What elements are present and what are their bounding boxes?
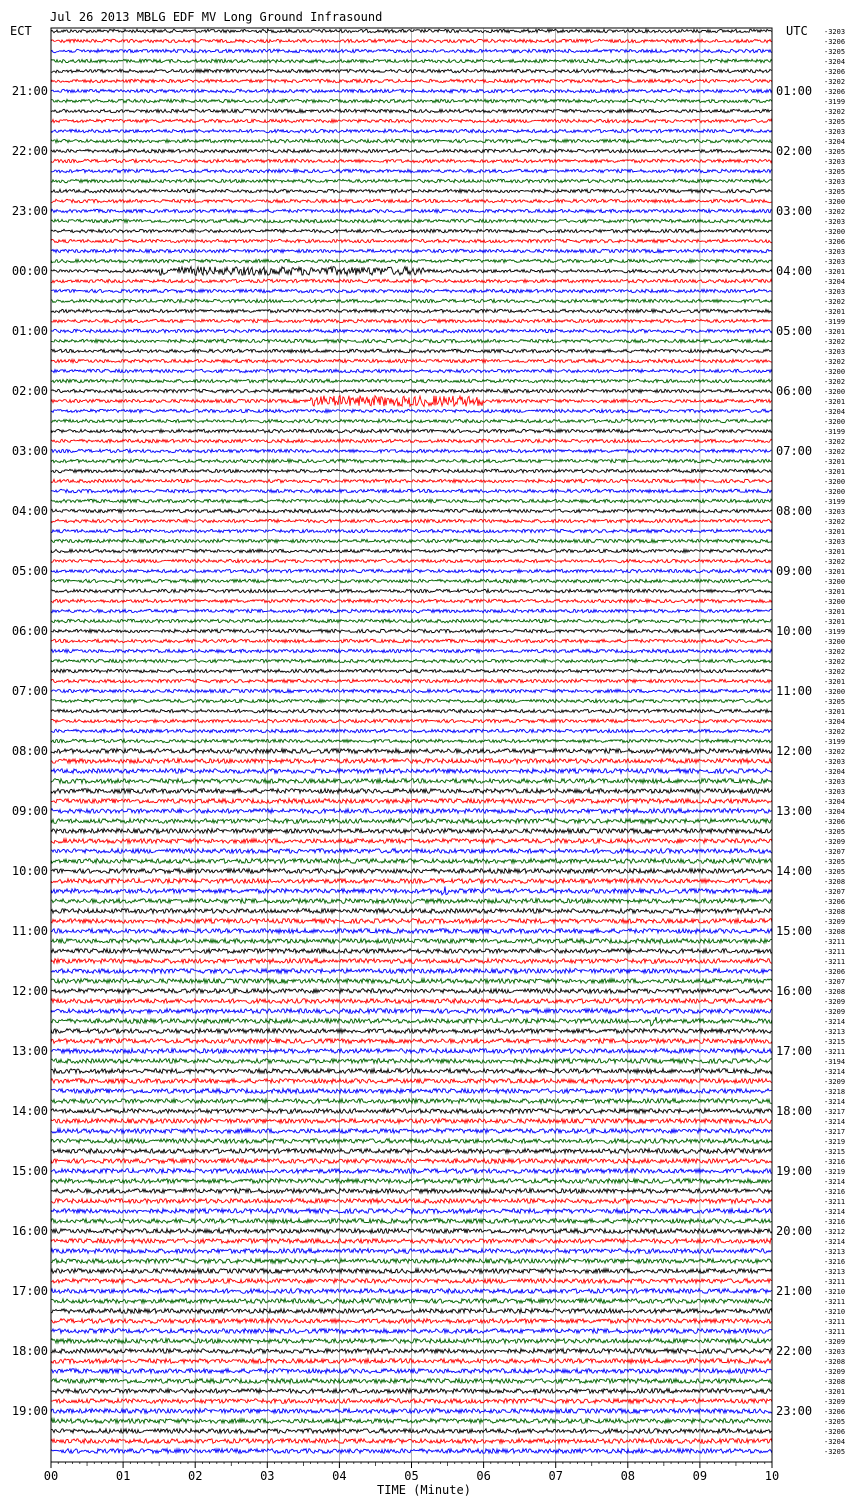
line-offset-label: -3202 <box>824 358 846 366</box>
left-hour-label: 02:00 <box>11 384 48 398</box>
line-offset-label: -3203 <box>824 508 846 516</box>
left-hour-label: 04:00 <box>11 504 48 518</box>
line-offset-label: -3209 <box>824 838 846 846</box>
line-offset-label: -3207 <box>824 848 846 856</box>
right-hour-label: 10:00 <box>776 624 813 638</box>
right-hour-label: 23:00 <box>776 1404 813 1418</box>
line-offset-label: -3203 <box>824 788 846 796</box>
left-hour-label: 12:00 <box>11 984 48 998</box>
line-offset-label: -3201 <box>824 398 846 406</box>
line-offset-label: -3203 <box>824 28 846 36</box>
line-offset-label: -3201 <box>824 308 846 316</box>
line-offset-label: -3204 <box>824 58 846 66</box>
trace-line <box>51 259 772 262</box>
line-offset-label: -3202 <box>824 298 846 306</box>
left-hour-label: 17:00 <box>11 1284 48 1298</box>
line-offset-label: -3208 <box>824 1358 846 1366</box>
line-offset-label: -3201 <box>824 1388 846 1396</box>
line-offset-label: -3204 <box>824 138 846 146</box>
line-offset-label: -3211 <box>824 948 846 956</box>
right-hour-label: 15:00 <box>776 924 813 938</box>
line-offset-label: -3211 <box>824 1048 846 1056</box>
line-offset-label: -3201 <box>824 568 846 576</box>
line-offset-label: -3219 <box>824 1168 846 1176</box>
line-offset-label: -3209 <box>824 1008 846 1016</box>
line-offset-label: -3199 <box>824 628 846 636</box>
line-offset-label: -3202 <box>824 558 846 566</box>
line-offset-label: -3206 <box>824 38 846 46</box>
left-zone-label: ECT <box>10 24 32 38</box>
x-tick-label: 07 <box>548 1469 563 1483</box>
left-hour-label: 14:00 <box>11 1104 48 1118</box>
right-hour-label: 09:00 <box>776 564 813 578</box>
x-tick-label: 02 <box>187 1469 203 1483</box>
line-offset-label: -3203 <box>824 288 846 296</box>
left-hour-label: 21:00 <box>11 84 48 98</box>
line-offset-label: -3210 <box>824 1308 846 1316</box>
left-hour-label: 00:00 <box>11 264 48 278</box>
line-offset-label: -3201 <box>824 458 846 466</box>
trace-line <box>51 69 772 72</box>
line-offset-label: -3200 <box>824 368 846 376</box>
line-offset-label: -3202 <box>824 648 846 656</box>
right-hour-label: 18:00 <box>776 1104 813 1118</box>
right-hour-label: 08:00 <box>776 504 813 518</box>
line-offset-label: -3204 <box>824 1438 846 1446</box>
right-hour-label: 11:00 <box>776 684 813 698</box>
line-offset-label: -3199 <box>824 428 846 436</box>
line-offset-label: -3209 <box>824 1078 846 1086</box>
line-offset-label: -3217 <box>824 1108 846 1116</box>
line-offset-label: -3199 <box>824 498 846 506</box>
line-offset-label: -3214 <box>824 1018 846 1026</box>
x-tick-label: 01 <box>115 1469 131 1483</box>
line-offset-label: -3213 <box>824 1248 846 1256</box>
line-offset-label: -3204 <box>824 278 846 286</box>
line-offset-label: -3209 <box>824 1398 846 1406</box>
line-offset-label: -3205 <box>824 828 846 836</box>
right-hour-label: 19:00 <box>776 1164 813 1178</box>
right-zone-label: UTC <box>786 24 808 38</box>
line-offset-label: -3211 <box>824 1278 846 1286</box>
line-offset-label: -3208 <box>824 908 846 916</box>
x-tick-label: 03 <box>260 1469 275 1483</box>
line-offset-label: -3213 <box>824 1028 846 1036</box>
line-offset-label: -3201 <box>824 678 846 686</box>
right-hour-label: 21:00 <box>776 1284 813 1298</box>
right-hour-label: 01:00 <box>776 84 813 98</box>
line-offset-label: -3200 <box>824 578 846 586</box>
right-hour-labels <box>776 84 812 1418</box>
line-offset-label: -3203 <box>824 778 846 786</box>
left-hour-label: 23:00 <box>11 204 48 218</box>
line-offset-label: -3214 <box>824 1118 846 1126</box>
line-offset-label: -3202 <box>824 518 846 526</box>
right-hour-label: 02:00 <box>776 144 813 158</box>
line-offset-label: -3202 <box>824 78 846 86</box>
line-offset-label: -3211 <box>824 1328 846 1336</box>
line-offset-label: -3203 <box>824 538 846 546</box>
line-offset-label: -3205 <box>824 1448 846 1456</box>
line-offset-label: -3202 <box>824 728 846 736</box>
line-offset-label: -3203 <box>824 218 846 226</box>
line-offset-label: -3211 <box>824 1318 846 1326</box>
x-tick-label: 05 <box>404 1469 419 1483</box>
left-hour-label: 15:00 <box>11 1164 48 1178</box>
line-offset-label: -3206 <box>824 968 846 976</box>
line-offset-label: -3202 <box>824 438 846 446</box>
line-offset-label: -3206 <box>824 818 846 826</box>
line-offset-label: -3208 <box>824 878 846 886</box>
left-hour-label: 05:00 <box>11 564 48 578</box>
line-offset-label: -3209 <box>824 1368 846 1376</box>
line-offset-label: -3207 <box>824 888 846 896</box>
line-offset-label: -3205 <box>824 168 846 176</box>
line-offset-label: -3206 <box>824 898 846 906</box>
line-offset-label: -3201 <box>824 528 846 536</box>
line-offset-label: -3201 <box>824 268 846 276</box>
line-offset-label: -3205 <box>824 48 846 56</box>
line-offset-label: -3201 <box>824 618 846 626</box>
line-offset-label: -3216 <box>824 1188 846 1196</box>
line-offset-label: -3206 <box>824 88 846 96</box>
line-offset-label: -3208 <box>824 988 846 996</box>
line-offset-label: -3199 <box>824 98 846 106</box>
line-offset-label: -3205 <box>824 188 846 196</box>
line-offset-label: -3206 <box>824 1428 846 1436</box>
line-offset-label: -3203 <box>824 158 846 166</box>
line-offset-labels <box>824 28 845 1456</box>
left-hour-label: 08:00 <box>11 744 48 758</box>
line-offset-label: -3201 <box>824 708 846 716</box>
left-hour-label: 16:00 <box>11 1224 48 1238</box>
line-offset-label: -3202 <box>824 378 846 386</box>
line-offset-label: -3203 <box>824 178 846 186</box>
line-offset-label: -3218 <box>824 1088 846 1096</box>
line-offset-label: -3216 <box>824 1158 846 1166</box>
x-tick-label: 00 <box>43 1469 59 1483</box>
line-offset-label: -3205 <box>824 868 846 876</box>
line-offset-label: -3206 <box>824 238 846 246</box>
right-hour-label: 22:00 <box>776 1344 813 1358</box>
line-offset-label: -3202 <box>824 668 846 676</box>
right-hour-label: 20:00 <box>776 1224 813 1238</box>
line-offset-label: -3205 <box>824 148 846 156</box>
line-offset-label: -3206 <box>824 1408 846 1416</box>
left-hour-label: 07:00 <box>11 684 48 698</box>
line-offset-label: -3211 <box>824 1298 846 1306</box>
chart-title: Jul 26 2013 MBLG EDF MV Long Ground Infrasound <box>50 10 383 24</box>
x-tick-label: 09 <box>692 1469 708 1483</box>
line-offset-label: -3203 <box>824 1348 846 1356</box>
line-offset-label: -3201 <box>824 468 846 476</box>
line-offset-label: -3203 <box>824 248 846 256</box>
line-offset-label: -3214 <box>824 1098 846 1106</box>
line-offset-label: -3202 <box>824 448 846 456</box>
line-offset-label: -3202 <box>824 208 846 216</box>
left-hour-label: 06:00 <box>11 624 48 638</box>
line-offset-label: -3219 <box>824 1138 846 1146</box>
line-offset-label: -3213 <box>824 1268 846 1276</box>
line-offset-label: -3214 <box>824 1178 846 1186</box>
right-hour-label: 06:00 <box>776 384 813 398</box>
line-offset-label: -3215 <box>824 1038 846 1046</box>
line-offset-label: -3212 <box>824 1228 846 1236</box>
line-offset-label: -3215 <box>824 1148 846 1156</box>
line-offset-label: -3204 <box>824 808 846 816</box>
line-offset-label: -3204 <box>824 408 846 416</box>
line-offset-label: -3217 <box>824 1128 846 1136</box>
line-offset-label: -3209 <box>824 1338 846 1346</box>
line-offset-label: -3201 <box>824 548 846 556</box>
line-offset-label: -3199 <box>824 738 846 746</box>
line-offset-label: -3208 <box>824 1378 846 1386</box>
line-offset-label: -3214 <box>824 1208 846 1216</box>
left-hour-label: 13:00 <box>11 1044 48 1058</box>
line-offset-label: -3200 <box>824 638 846 646</box>
line-offset-label: -3211 <box>824 938 846 946</box>
line-offset-label: -3200 <box>824 478 846 486</box>
line-offset-label: -3206 <box>824 68 846 76</box>
line-offset-label: -3214 <box>824 1068 846 1076</box>
right-hour-label: 05:00 <box>776 324 813 338</box>
x-tick-label: 04 <box>332 1469 347 1483</box>
line-offset-label: -3216 <box>824 1258 846 1266</box>
line-offset-label: -3205 <box>824 118 846 126</box>
left-hour-label: 01:00 <box>11 324 48 338</box>
line-offset-label: -3201 <box>824 608 846 616</box>
line-offset-label: -3203 <box>824 128 846 136</box>
line-offset-label: -3208 <box>824 928 846 936</box>
line-offset-label: -3205 <box>824 858 846 866</box>
line-offset-label: -3200 <box>824 198 846 206</box>
minute-gridlines <box>123 28 700 1462</box>
line-offset-label: -3204 <box>824 798 846 806</box>
left-hour-label: 19:00 <box>11 1404 48 1418</box>
left-hour-label: 18:00 <box>11 1344 48 1358</box>
line-offset-label: -3202 <box>824 338 846 346</box>
left-hour-labels <box>12 84 48 1418</box>
right-hour-label: 16:00 <box>776 984 813 998</box>
line-offset-label: -3200 <box>824 488 846 496</box>
left-hour-label: 10:00 <box>11 864 48 878</box>
line-offset-label: -3211 <box>824 1198 846 1206</box>
line-offset-label: -3207 <box>824 978 846 986</box>
line-offset-label: -3205 <box>824 1418 846 1426</box>
x-tick-label: 06 <box>476 1469 491 1483</box>
line-offset-label: -3200 <box>824 688 846 696</box>
line-offset-label: -3205 <box>824 698 846 706</box>
right-hour-label: 17:00 <box>776 1044 813 1058</box>
line-offset-label: -3203 <box>824 258 846 266</box>
line-offset-label: -3211 <box>824 958 846 966</box>
left-hour-label: 11:00 <box>11 924 48 938</box>
line-offset-label: -3204 <box>824 768 846 776</box>
line-offset-label: -3203 <box>824 758 846 766</box>
x-axis-ticks <box>44 1462 779 1483</box>
line-offset-label: -3200 <box>824 418 846 426</box>
x-tick-label: 10 <box>764 1469 780 1483</box>
right-hour-label: 13:00 <box>776 804 813 818</box>
line-offset-label: -3200 <box>824 598 846 606</box>
line-offset-label: -3200 <box>824 388 846 396</box>
line-offset-label: -3209 <box>824 918 846 926</box>
right-hour-label: 03:00 <box>776 204 813 218</box>
x-tick-label: 08 <box>620 1469 636 1483</box>
right-hour-label: 04:00 <box>776 264 813 278</box>
line-offset-label: -3199 <box>824 318 846 326</box>
x-axis-label: TIME (Minute) <box>377 1483 471 1497</box>
right-hour-label: 07:00 <box>776 444 813 458</box>
left-hour-label: 09:00 <box>11 804 48 818</box>
line-offset-label: -3200 <box>824 228 846 236</box>
line-offset-label: -3201 <box>824 588 846 596</box>
left-hour-label: 03:00 <box>11 444 48 458</box>
right-hour-label: 14:00 <box>776 864 813 878</box>
right-hour-label: 12:00 <box>776 744 813 758</box>
line-offset-label: -3201 <box>824 328 846 336</box>
left-hour-label: 22:00 <box>11 144 48 158</box>
line-offset-label: -3210 <box>824 1288 846 1296</box>
line-offset-label: -3216 <box>824 1218 846 1226</box>
line-offset-label: -3214 <box>824 1238 846 1246</box>
line-offset-label: -3204 <box>824 718 846 726</box>
line-offset-label: -3202 <box>824 658 846 666</box>
line-offset-label: -3202 <box>824 108 846 116</box>
line-offset-label: -3194 <box>824 1058 846 1066</box>
line-offset-label: -3209 <box>824 998 846 1006</box>
line-offset-label: -3202 <box>824 748 846 756</box>
line-offset-label: -3203 <box>824 348 846 356</box>
